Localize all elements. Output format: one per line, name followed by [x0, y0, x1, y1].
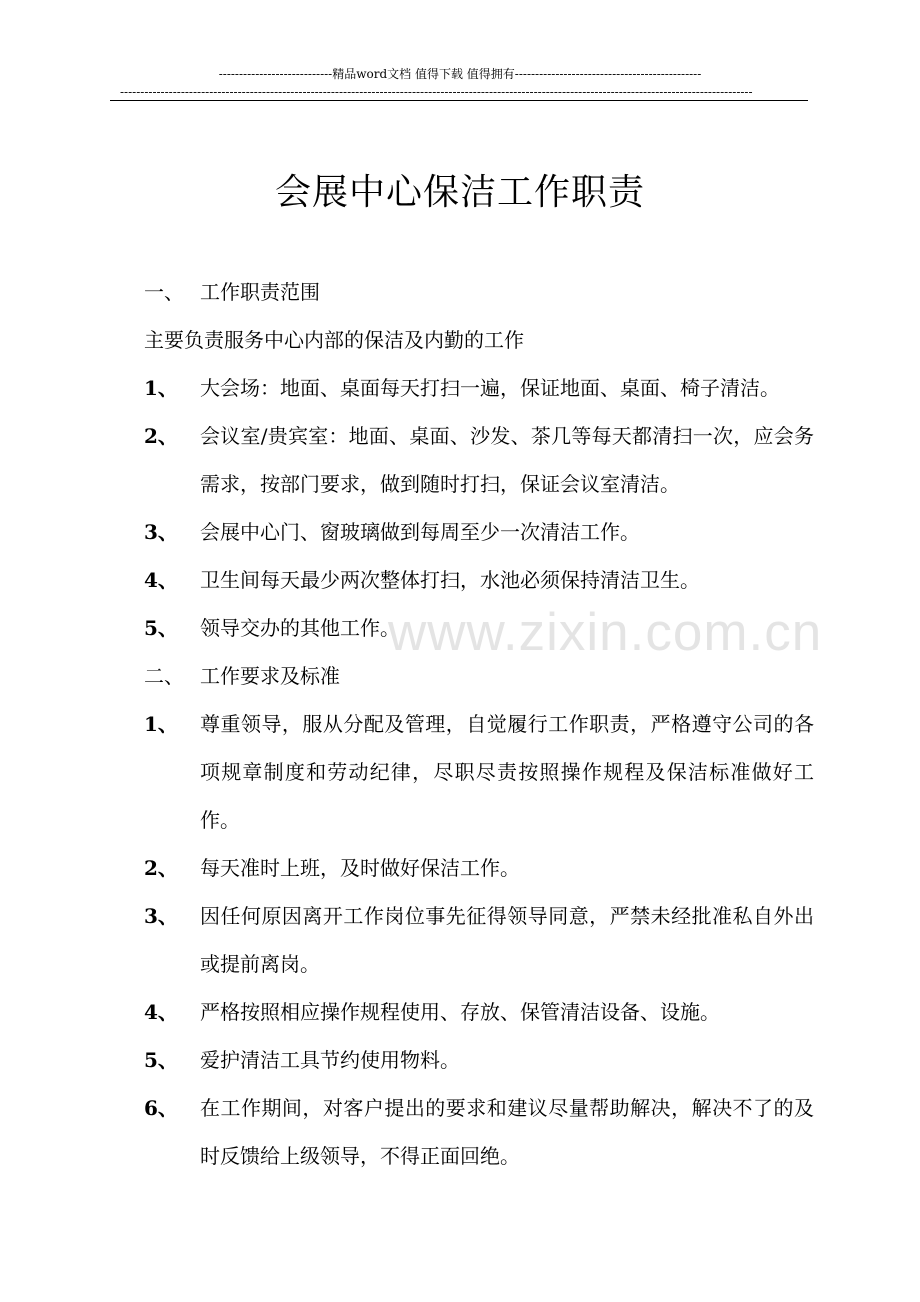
item-text: 领导交办的其他工作。 [200, 616, 400, 640]
document-title: 会展中心保洁工作职责 [274, 172, 645, 213]
list-item [144, 988, 814, 1036]
item-number: 2、 [144, 424, 178, 448]
section-title: 工作职责范围 [200, 280, 320, 304]
item-text: 每天准时上班，及时做好保洁工作。 [200, 856, 520, 880]
section-intro: 主要负责服务中心内部的保洁及内勤的工作 [144, 328, 524, 352]
item-text: 大会场：地面、桌面每天打扫一遍，保证地面、桌面、椅子清洁。 [200, 376, 780, 400]
item-number: 6、 [144, 1096, 178, 1120]
watermark: www.zixin.com.cn [388, 603, 823, 662]
header-rule [110, 100, 808, 101]
list-item [144, 604, 814, 652]
item-number: 5、 [144, 616, 178, 640]
item-text: 尊重领导，服从分配及管理，自觉履行工作职责，严格遵守公司的各项规章制度和劳动纪律，尽职尽责按照操作规程及保洁标准做好工作。 [200, 712, 814, 832]
page-header-banner: ----------------------------精品word文档 值得下载 值得拥有---------------------------------------------- [218, 67, 702, 81]
item-text: 会展中心门、窗玻璃做到每周至少一次清洁工作。 [200, 520, 640, 544]
item-number: 1、 [144, 376, 178, 400]
list-item [144, 364, 814, 412]
list-item [144, 892, 814, 988]
item-number: 3、 [144, 904, 178, 928]
item-number: 4、 [144, 568, 178, 592]
item-number: 1、 [144, 712, 178, 736]
section-heading [144, 652, 814, 700]
section-heading [144, 268, 814, 316]
list-item [144, 412, 814, 508]
item-number: 4、 [144, 1000, 178, 1024]
item-text: 在工作期间，对客户提出的要求和建议尽量帮助解决，解决不了的及时反馈给上级领导，不得正面回绝。 [200, 1096, 814, 1168]
section-number: 一、 [144, 280, 184, 304]
list-item [144, 1084, 814, 1180]
item-text: 卫生间每天最少两次整体打扫，水池必须保持清洁卫生。 [200, 568, 700, 592]
document-body [144, 268, 814, 1180]
section-number: 二、 [144, 664, 184, 688]
list-item [144, 844, 814, 892]
item-number: 5、 [144, 1048, 178, 1072]
item-number: 2、 [144, 856, 178, 880]
list-item [144, 508, 814, 556]
page-header-dash-line: ------------------------------------------------------------------------------------------------------------------------------------------------------------ [120, 85, 753, 99]
item-text: 严格按照相应操作规程使用、存放、保管清洁设备、设施。 [200, 1000, 720, 1024]
list-item [144, 1036, 814, 1084]
item-number: 3、 [144, 520, 178, 544]
list-item [144, 700, 814, 844]
list-item [144, 556, 814, 604]
item-text: 因任何原因离开工作岗位事先征得领导同意，严禁未经批准私自外出或提前离岗。 [200, 904, 814, 976]
section-title: 工作要求及标准 [200, 664, 340, 688]
item-text: 会议室/贵宾室：地面、桌面、沙发、茶几等每天都清扫一次，应会务需求，按部门要求，做到随时打扫，保证会议室清洁。 [200, 424, 814, 496]
item-text: 爱护清洁工具节约使用物料。 [200, 1048, 460, 1072]
